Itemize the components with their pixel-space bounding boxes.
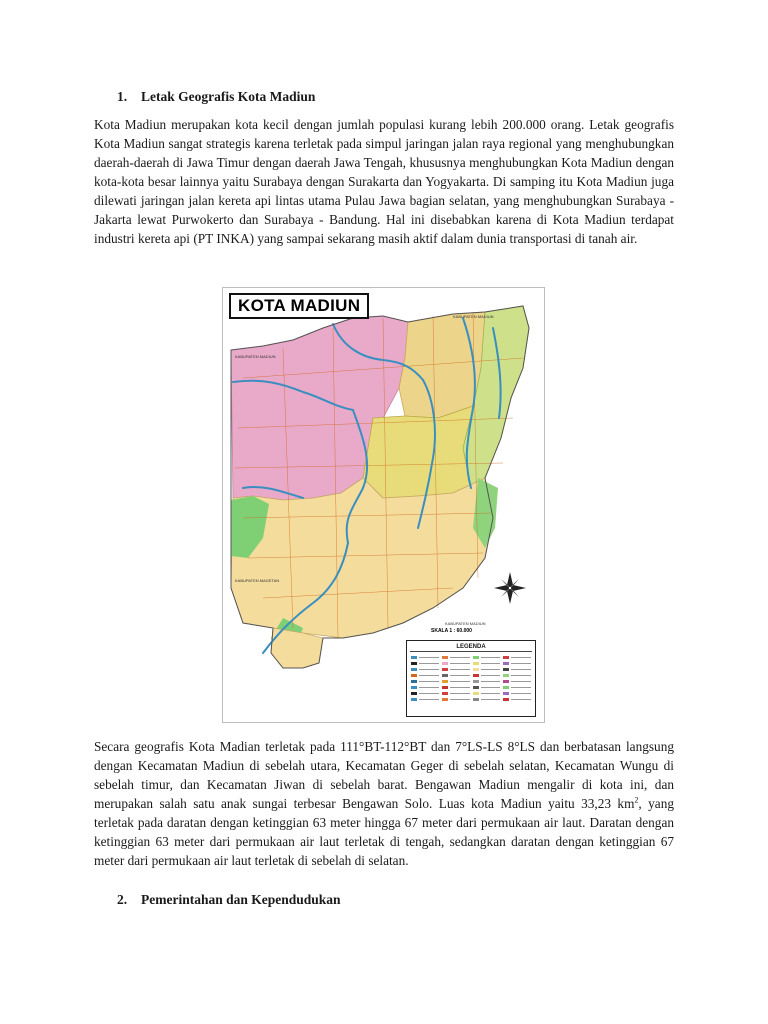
legend-swatch (411, 667, 439, 672)
superscript: 2 (634, 795, 639, 805)
legend-swatch (442, 673, 470, 678)
paragraph-text: Secara geografis Kota Madian terletak pada 111°BT-112°BT dan 7°LS-LS 8°LS dan berbatasan langsung dengan Kecamatan Madiun di sebelah utara, Kecamatan Geger di sebelah selatan, Kecamatan Wungu di sebelah timur, dan Kecamatan Jiwan di sebelah barat. Bengawan Madiun mengalir di kota ini, dan merupakan salah satu anak sungai terbesar Bengawan Solo. Luas kota Madiun yaitu 33,23 km (94, 739, 674, 811)
legend-title: LEGENDA (410, 643, 532, 652)
paragraph-batas-wilayah (94, 737, 674, 870)
section-heading-1 (117, 89, 315, 105)
legend-swatch (442, 697, 470, 702)
legend-swatch (442, 667, 470, 672)
map-title: KOTA MADIUN (229, 293, 369, 319)
legend-swatch (411, 697, 439, 702)
legend-swatch (503, 685, 531, 690)
legend-swatch (473, 661, 501, 666)
paragraph-geografis: Kota Madiun merupakan kota kecil dengan jumlah populasi kurang lebih 200.000 orang. Letak geografis Kota Madiun sangat strategis karena terletak pada simpul jaringan jalan raya regional yang menghubungkan daerah-daerah di Jawa Timur dengan daerah Jawa Tengah, khususnya menghubungkan Kota Madiun dengan kota-kota besar lainnya yaitu Surabaya dengan Surakarta dan Yogyakarta. Di samping itu Kota Madiun juga dilewati jaringan jalan kereta api lintas utama Pulau Jawa bagian selatan, yang menghubungkan Surabaya - Jakarta lewat Purwokerto dan Surabaya - Bandung. Hal ini disebabkan karena di Kota Madiun terdapat industri kereta api (PT INKA) yang sampai sekarang masih aktif dalam dunia transportasi di tanah air. (94, 117, 674, 246)
legend-swatch (473, 697, 501, 702)
legend-swatch (442, 679, 470, 684)
map-legend (406, 640, 536, 717)
map-scale: SKALA 1 : 60.000 (431, 628, 472, 634)
legend-swatch (503, 667, 531, 672)
legend-swatch (503, 661, 531, 666)
legend-swatch (411, 691, 439, 696)
map-label-north: KABUPATEN MADIUN (453, 314, 494, 319)
legend-items (411, 655, 531, 712)
legend-swatch (411, 679, 439, 684)
paragraph-text: , yang terletak pada daratan dengan ketinggian 63 meter hingga 67 meter dari permukaan air laut. Daratan dengan ketinggian 63 meter dari permukaan air laut terletak di tengah, sedangkan daratan dengan ketinggian 67 meter dari permukaan air laut terletak di sebelah di selatan. (94, 796, 674, 868)
legend-swatch (473, 655, 501, 660)
legend-swatch (503, 655, 531, 660)
legend-swatch (473, 679, 501, 684)
map-label-west: KABUPATEN MADIUN (235, 354, 276, 359)
legend-swatch (411, 655, 439, 660)
section-title: Letak Geografis Kota Madiun (141, 89, 316, 104)
legend-swatch (411, 685, 439, 690)
legend-swatch (503, 673, 531, 678)
legend-swatch (473, 691, 501, 696)
legend-swatch (503, 697, 531, 702)
legend-swatch (473, 667, 501, 672)
map-label-south: KABUPATEN MADIUN (445, 621, 486, 626)
legend-swatch (442, 691, 470, 696)
map-kota-madiun (222, 287, 545, 723)
section-number: 1. (117, 89, 128, 104)
section-title: Pemerintahan dan Kependudukan (141, 892, 341, 907)
legend-swatch (442, 685, 470, 690)
legend-swatch (503, 679, 531, 684)
section-number: 2. (117, 892, 128, 907)
legend-swatch (473, 673, 501, 678)
legend-swatch (411, 661, 439, 666)
legend-swatch (411, 673, 439, 678)
section-heading-2 (117, 892, 341, 908)
map-label-southwest: KABUPATEN MAGETAN (235, 578, 280, 583)
legend-swatch (503, 691, 531, 696)
legend-swatch (442, 655, 470, 660)
legend-swatch (442, 661, 470, 666)
legend-swatch (473, 685, 501, 690)
